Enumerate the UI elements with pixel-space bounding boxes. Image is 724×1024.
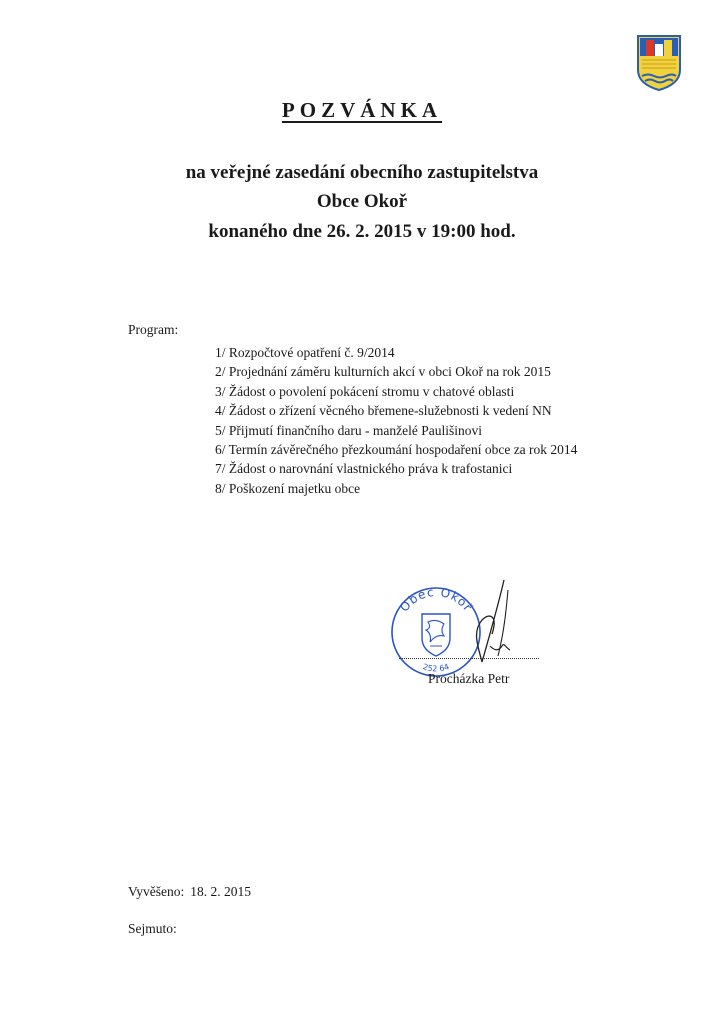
agenda-item: 7/ Žádost o narovnání vlastnického práva k trafostanici [215,461,513,477]
heading-line-municipality: Obce Okoř [316,191,408,212]
handwritten-signature [386,576,556,686]
posted-date: 18. 2. 2015 [190,884,251,899]
agenda-item: 8/ Poškození majetku obce [215,480,361,496]
signer-name: Procházka Petr [428,671,510,686]
agenda-item: 4/ Žádost o zřízení věcného břemene-služebnosti k vedení NN [215,403,552,419]
agenda-item: 1/ Rozpočtové opatření č. 9/2014 [215,345,395,360]
agenda-list [215,343,577,498]
agenda-item: 3/ Žádost o povolení pokácení stromu v chatové oblasti [215,383,515,399]
removed-label: Sejmuto: [128,921,177,936]
posted-label: Vyvěšeno: [128,884,185,899]
agenda-item: 5/ Přijmutí finančního daru - manželé Paulišinovi [215,422,482,438]
heading-line-meeting: na veřejné zasedání obecního zastupitelstva [185,162,539,183]
heading-line-date: konaného dne 26. 2. 2015 v 19:00 hod. [208,221,516,242]
stamp-postcode: 252 64 [421,662,451,674]
stamp-text: Obec Okoř [397,584,476,615]
program-label: Program: [128,322,179,337]
agenda-item: 2/ Projednání záměru kulturních akcí v obci Okoř na rok 2015 [215,364,551,380]
document-title: POZVÁNKA [281,98,443,122]
posted-row [128,884,251,900]
coat-of-arms-icon [636,34,682,92]
signature-line [399,654,539,659]
agenda-item: 6/ Termín závěrečného přezkoumání hospodaření obce za rok 2014 [215,441,578,457]
